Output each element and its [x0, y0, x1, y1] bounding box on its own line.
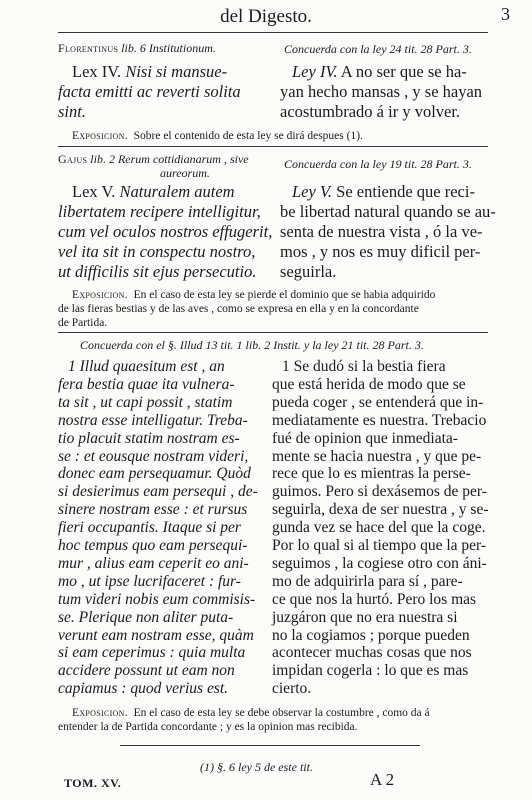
- latin-text-line: nostra esse intelligatur. Treba-: [58, 411, 248, 429]
- latin-text-line: fieri occupantis. Itaque si per: [58, 519, 241, 537]
- source-reference: lib. 6 Institutionum.: [121, 41, 216, 55]
- latin-text-line: mo , ut ipse lucrifaceret : fur-: [58, 572, 241, 590]
- latin-text-line: 1 Illud quaesitum est , an: [68, 358, 225, 375]
- exposicion-text: En el caso de esta ley se pierde el dominio que se habia adquirido: [133, 289, 436, 301]
- latin-text-line: si eam ceperimus : quia multa: [58, 644, 246, 662]
- section-rule-2: [58, 332, 488, 333]
- spanish-text-line: ce que nos la hurtó. Pero los mas: [272, 590, 477, 608]
- latin-text-line: donec eam persequamur. Quòd: [58, 465, 251, 483]
- source-reference: lib. 2 Rerum cottidianarum , sive: [90, 152, 249, 166]
- exposicion-3-line-1: [72, 706, 430, 720]
- ley-iv-line-1: [292, 62, 467, 82]
- lex-v-line-3: cum vel oculos nostros effugerit,: [58, 222, 273, 241]
- latin-text-line: tum videri nobis eum commisis-: [58, 590, 256, 608]
- spanish-text-line: guimos. Pero si dexásemos de per-: [272, 483, 487, 501]
- ley-v-text: Se entiende que reci-: [336, 182, 475, 201]
- spanish-text-line: mediatamente es nuestra. Trebacio: [272, 411, 487, 429]
- latin-text-line: hoc tempus quo eam persequi-: [58, 537, 248, 554]
- page-number: 3: [501, 4, 510, 24]
- ley-v-line-2: be libertad natural quando se au-: [280, 202, 496, 221]
- source-gajus: [58, 152, 249, 167]
- spanish-text-line: que está herida de modo que se: [272, 375, 466, 393]
- latin-text-line: accidere possunt ut eam non: [58, 662, 235, 680]
- spanish-text-line: mente se hacia nuestra , y que pe-: [272, 447, 482, 465]
- spanish-text-line: impidan cogerla : lo que es mas: [272, 662, 469, 680]
- ley-iv-line-3: acostumbrado á ir y volver.: [280, 102, 461, 121]
- ley-iv-text: A no ser que se ha-: [340, 62, 467, 81]
- spanish-text-line: fué de opinion que inmediata-: [272, 429, 458, 447]
- spanish-text-line: 1 Se dudó si la bestia fiera: [282, 358, 446, 375]
- volume-label: TOM. XV.: [64, 776, 122, 790]
- latin-text-line: sinere nostram esse : et rursus: [58, 501, 248, 519]
- spanish-text-line: no la cogiamos ; porque pueden: [272, 626, 470, 644]
- lex-v-line-4: vel ita sit in conspectu nostro,: [58, 242, 256, 261]
- section-rule-1: [58, 146, 488, 147]
- signature-mark: A 2: [370, 770, 395, 789]
- ley-iv-line-2: yan hecho mansas , y se hayan: [280, 82, 483, 101]
- lex-v-text: Naturalem autem: [119, 182, 235, 201]
- spanish-text-line: rece que lo es mientras la perse-: [272, 465, 471, 483]
- latin-text-line: si desierimus eam persequi , de-: [58, 483, 258, 501]
- source-author: Gajus: [58, 152, 88, 166]
- exposicion-text: En el caso de esta ley se debe observar la costumbre , como da á: [133, 707, 430, 719]
- spanish-text-line: seguirla, dexa de ser nuestra , y se-: [272, 501, 489, 519]
- latin-text-line: mur , alius eam ceperit eo ani-: [58, 554, 249, 572]
- latin-text-line: verunt eam nostram esse, quàm: [58, 626, 254, 644]
- ley-v-label: Ley V.: [292, 182, 333, 201]
- ley-v-line-4: mos , y nos es muy dificil per-: [280, 242, 481, 261]
- exposicion-text: Sobre el contenido de esta ley se dirá despues (1).: [133, 130, 363, 142]
- source-author: Florentinus: [58, 41, 119, 55]
- spanish-text-line: pueda coger , se entenderá que in-: [272, 393, 484, 411]
- lex-iv-line-1: [72, 62, 227, 82]
- footnote-rule: [120, 745, 420, 746]
- header-rule: [58, 32, 488, 33]
- source-florentinus: [58, 41, 216, 56]
- exposicion-2-line-2: de las fieras bestias y de las aves , como se expresa en ella y en la concordante: [58, 303, 419, 315]
- lex-v-line-5: ut difficilis sit ejus persecutio.: [58, 262, 257, 281]
- ley-v-line-3: senta de nuestra vista , ó la ve-: [280, 222, 483, 241]
- lex-v-line-1: [72, 182, 235, 202]
- source-reference-cont: aureorum.: [160, 166, 210, 180]
- spanish-text-line: juzgáron que no era nuestra si: [272, 608, 458, 626]
- latin-text-line: se : et eousque nostram videri,: [58, 447, 249, 465]
- lex-v-label: Lex V.: [72, 182, 116, 201]
- spanish-text-line: mo de adquirirla para sí , pare-: [272, 572, 463, 590]
- concordance-center: Concuerda con el §. Illud 13 tit. 1 lib. 2 Instit. y la ley 21 tit. 28 Part. 3.: [80, 338, 424, 352]
- spanish-text-line: cierto.: [272, 680, 312, 698]
- latin-text-line: se. Plerique non aliter puta-: [58, 608, 234, 626]
- exposicion-label: Exposicion.: [72, 130, 128, 142]
- exposicion-2-line-3: de Partida.: [58, 317, 108, 329]
- lex-v-line-2: libertatem recipere intelligitur,: [58, 202, 261, 221]
- lex-iv-text: Nisi si mansue-: [125, 62, 228, 81]
- ley-v-line-5: seguirla.: [280, 262, 337, 281]
- exposicion-3-line-2: entender la de Partida concordante ; y es la opinion mas recibida.: [58, 721, 358, 733]
- latin-text-line: capiamus : quod verius est.: [58, 680, 229, 698]
- latin-text-line: tio placuit statim nostram es-: [58, 429, 240, 447]
- ley-v-line-1: [292, 182, 475, 202]
- ley-iv-label: Ley IV.: [292, 62, 338, 81]
- lex-iv-line-3: sint.: [58, 102, 86, 121]
- latin-text-line: ta sit , ut capi possit , statim: [58, 393, 233, 411]
- spanish-text-line: Por lo qual si al tiempo que la per-: [272, 537, 487, 554]
- lex-iv-line-2: facta emitti ac reverti solita: [58, 82, 241, 101]
- lex-iv-label: Lex IV.: [72, 62, 122, 81]
- footnote: (1) §. 6 ley 5 de este tit.: [200, 760, 313, 774]
- page-title: del Digesto.: [220, 6, 312, 27]
- concordance-right-1: Concuerda con la ley 24 tit. 28 Part. 3.: [284, 42, 472, 56]
- exposicion-1: [72, 129, 363, 143]
- latin-text-line: fera bestia quae ita vulnera-: [58, 375, 235, 393]
- spanish-text-line: acontecer muchas cosas que nos: [272, 644, 472, 662]
- spanish-text-line: gunda vez se hace del que la coge.: [272, 519, 486, 537]
- concordance-right-2: Concuerda con la ley 19 tit. 28 Part. 3.: [284, 157, 472, 171]
- exposicion-label: Exposicion.: [72, 707, 128, 719]
- exposicion-label: Exposicion.: [72, 289, 128, 301]
- spanish-text-line: seguimos , la cogiese otro con áni-: [272, 554, 487, 572]
- exposicion-2-line-1: [72, 288, 435, 302]
